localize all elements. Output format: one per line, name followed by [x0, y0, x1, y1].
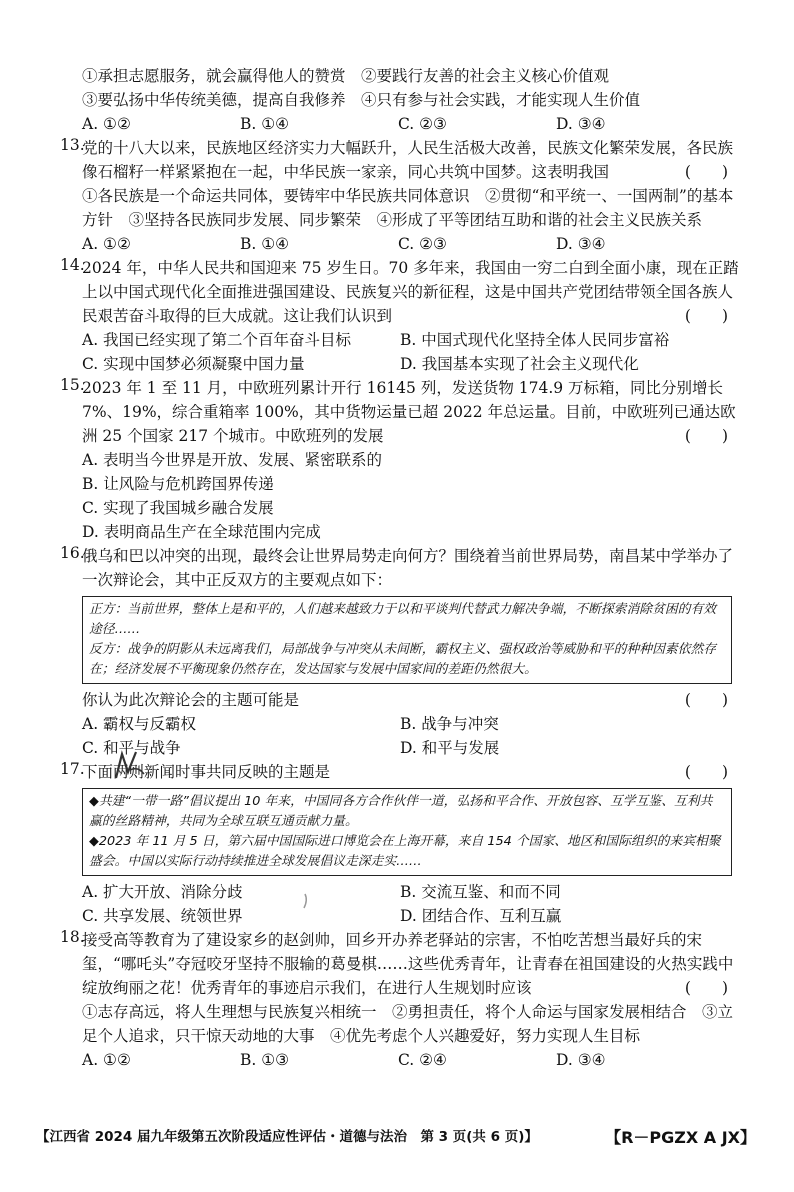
- question-17-options: [60, 904, 740, 928]
- option-c: C. 和平与战争: [82, 739, 181, 757]
- news-item: ◆2023 年 11 月 5 日，第六届中国国际进口博览会在上海开幕，来自 154 个国家、地区和国际组织的来宾相聚盛会。中国以实际行动持续推进全球发展倡议走深走实……: [89, 834, 721, 869]
- option-a: A. ①②: [82, 115, 131, 133]
- question-16: [60, 544, 740, 592]
- question-stem: 下面两则新闻时事共同反映的主题是: [82, 763, 331, 781]
- debate-material-box: [82, 596, 732, 684]
- option-c: C. 实现中国梦必须凝聚中国力量: [82, 355, 305, 373]
- negative-view: 反方：战争的阴影从未远离我们，局部战争与冲突从未间断，霸权主义、强权政治等威胁和平的种种因素依然存在；经济发展不平衡现象仍然存在，发达国家与发展中国家间的差距仍然很大。: [89, 642, 717, 677]
- option-c: C. ②③: [398, 235, 447, 253]
- option-b: B. ①③: [240, 1051, 290, 1069]
- question-15: [60, 376, 740, 448]
- news-item: ◆共建“一带一路”倡议提出 10 年来，中国同各方合作伙伴一道，弘扬和平合作、开放包容、互学互鉴、互利共赢的丝路精神，共同为全球互联互通贡献力量。: [89, 794, 713, 829]
- question-stem: 接受高等教育为了建设家乡的赵剑帅，回乡开办养老驿站的宗害，不怕吃苦想当最好兵的宋玺，“哪吒头”夺冠咬牙坚持不服输的葛曼棋……这些优秀青年，让青春在祖国建设的火热实践中绽放绚丽之花！优秀青年的事迹启示我们，在进行人生规划时应该: [82, 931, 734, 997]
- question-stem: 2024 年，中华人民共和国迎来 75 岁生日。70 多年来，我国由一穷二白到全面小康，现在正踏上以中国式现代化全面推进强国建设、民族复兴的新征程，这是中国共产党团结带领全国各族人民艰苦奋斗取得的巨大成就。这让我们认识到: [82, 259, 739, 325]
- option-b: B. 让风险与危机跨国界传递: [82, 475, 274, 493]
- question-14-options: [60, 352, 740, 376]
- question-number: 14.: [60, 256, 85, 274]
- question-items: ①各民族是一个命运共同体，要铸牢中华民族共同体意识 ②贯彻“和平统一、一国两制”的基本方针 ③坚持各民族同步发展、同步繁荣 ④形成了平等团结互助和谐的社会主义民族关系: [82, 187, 734, 229]
- answer-bracket: ( ): [684, 763, 728, 781]
- question-16-options: [60, 712, 740, 736]
- answer-bracket: ( ): [684, 979, 728, 997]
- option-d: D. ③④: [556, 115, 606, 133]
- prev-question-options: [60, 112, 740, 136]
- option-d: D. 团结合作、互利互赢: [400, 907, 562, 925]
- option-a: A. 我国已经实现了第二个百年奋斗目标: [82, 331, 352, 349]
- question-number: 13.: [60, 136, 85, 154]
- question-ask: [60, 688, 740, 712]
- option-b: B. ①④: [240, 235, 290, 253]
- question-17: [60, 760, 740, 784]
- question-ask-text: 你认为此次辩论会的主题可能是: [82, 691, 300, 709]
- option-d: D. 和平与发展: [400, 739, 500, 757]
- affirmative-view: 正方：当前世界，整体上是和平的，人们越来越致力于以和平谈判代替武力解决争端，不断探索消除贫困的有效途径……: [89, 602, 717, 637]
- footer-code: 【R－PGZX A JX】: [605, 1128, 756, 1147]
- option-b: B. 战争与冲突: [400, 715, 499, 733]
- option-b: B. 中国式现代化坚持全体人民同步富裕: [400, 331, 670, 349]
- pencil-mark-icon: [112, 748, 148, 782]
- option-a: A. 霸权与反霸权: [82, 715, 197, 733]
- question-number: 18.: [60, 928, 85, 946]
- question-18: [60, 928, 740, 1048]
- option-a: A. 扩大开放、消除分歧: [82, 883, 243, 901]
- prev-question-item-line: ③要弘扬中华传统美德，提高自我修养 ④只有参与社会实践，才能实现人生价值: [82, 91, 641, 109]
- option-c: C. ②③: [398, 115, 447, 133]
- option-c: C. ②④: [398, 1051, 447, 1069]
- option-d: D. 表明商品生产在全球范围内完成: [82, 523, 321, 541]
- question-number: 16.: [60, 544, 85, 562]
- option-a: A. 表明当今世界是开放、发展、紧密联系的: [82, 451, 383, 469]
- question-13: [60, 136, 740, 232]
- option-d: D. ③④: [556, 1051, 606, 1069]
- question-number: 17.: [60, 760, 85, 778]
- question-14: [60, 256, 740, 328]
- footer-title: 【江西省 2024 届九年级第五次阶段适应性评估・道德与法治 第 3 页(共 6 页)】: [36, 1129, 538, 1145]
- option-b: B. ①④: [240, 115, 290, 133]
- question-13-options: [60, 232, 740, 256]
- answer-bracket: ( ): [684, 307, 728, 325]
- answer-bracket: ( ): [684, 691, 728, 709]
- exam-page: [60, 64, 740, 1072]
- question-stem: 2023 年 1 至 11 月，中欧班列累计开行 16145 列，发送货物 174.9 万标箱，同比分别增长 7%、19%，综合重箱率 100%，其中货物运量已超 2022 年总运量。目前，中欧班列已通达欧洲 25 个国家 217 个城市。中欧班列的发展: [82, 379, 736, 445]
- question-18-options: [60, 1048, 740, 1072]
- smudge-icon: [298, 892, 312, 910]
- option-b: B. 交流互鉴、和而不同: [400, 883, 561, 901]
- question-number: 15.: [60, 376, 85, 394]
- page-footer: [36, 1125, 756, 1148]
- answer-bracket: ( ): [684, 163, 728, 181]
- option-d: D. ③④: [556, 235, 606, 253]
- question-14-options: [60, 328, 740, 352]
- answer-bracket: ( ): [684, 427, 728, 445]
- news-material-box: [82, 788, 732, 876]
- question-17-options: [60, 880, 740, 904]
- question-items: ①志存高远，将人生理想与民族复兴相统一 ②勇担责任，将个人命运与国家发展相结合 ③立足个人追求，只干惊天动地的大事 ④优先考虑个人兴趣爱好，努力实现人生目标: [82, 1003, 734, 1045]
- prev-question-item-line: ①承担志愿服务，就会赢得他人的赞赏 ②要践行友善的社会主义核心价值观: [82, 67, 610, 85]
- option-c: C. 共享发展、统领世界: [82, 907, 243, 925]
- question-stem: 党的十八大以来，民族地区经济实力大幅跃升，人民生活极大改善，民族文化繁荣发展，各民族像石榴籽一样紧紧抱在一起，中华民族一家亲，同心共筑中国梦。这表明我国: [82, 139, 734, 181]
- option-a: A. ①②: [82, 235, 131, 253]
- option-c: C. 实现了我国城乡融合发展: [82, 499, 274, 517]
- option-d: D. 我国基本实现了社会主义现代化: [400, 355, 639, 373]
- question-16-options: [60, 736, 740, 760]
- option-a: A. ①②: [82, 1051, 131, 1069]
- question-stem: 俄乌和巴以冲突的出现，最终会让世界局势走向何方？围绕着当前世界局势，南昌某中学举办了一次辩论会，其中正反双方的主要观点如下：: [82, 547, 734, 589]
